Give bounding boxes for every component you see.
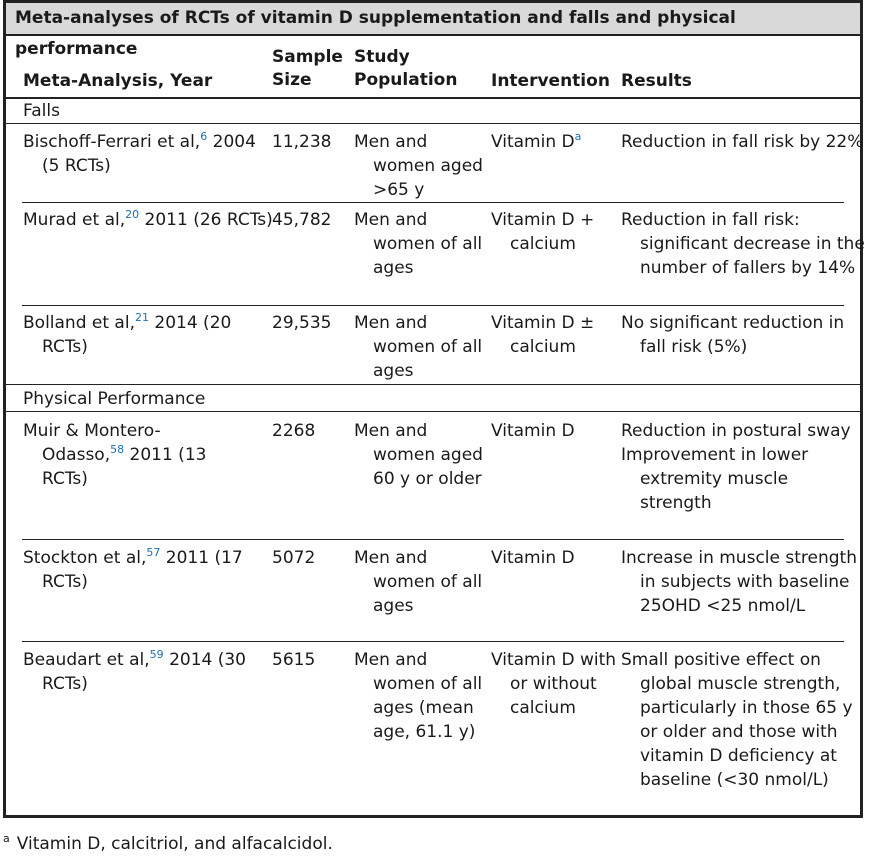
table-row-sample: 29,535 (272, 313, 332, 333)
table-row-population: Men and women of all ages (354, 313, 483, 381)
col-header-sample-l1: Sample (272, 47, 343, 67)
table-row-population: Men and women of all ages (mean age, 61.1 y) (354, 650, 483, 742)
col-header-sample-l2: Size (272, 70, 312, 90)
table-row-results: Reduction in fall risk: significant decrease in the number of fallers by 14% (621, 210, 865, 278)
col-header-results: Results (621, 71, 692, 91)
table-row-results (621, 419, 851, 515)
section-rule (6, 123, 860, 124)
table-row-study: Bolland et al,$^{21}$ 2014 (20 RCTs) (23, 311, 232, 357)
table-row-results: Increase in muscle strength in subjects with baseline 25OHD <25 nmol/L (621, 548, 857, 616)
reference-link[interactable]: 57 (146, 546, 161, 559)
table-row-intervention: Vitamin D with or without calcium (491, 650, 617, 718)
result-line: Improvement in lower extremity muscle strength (621, 445, 809, 513)
section-rule (6, 384, 860, 385)
reference-link[interactable]: 58 (110, 443, 125, 456)
table-row-population: Men and women of all ages (354, 210, 483, 278)
reference-link[interactable]: 20 (125, 208, 140, 221)
footnote-marker[interactable]: a (574, 130, 582, 143)
table-row-sample: 5072 (272, 548, 316, 568)
table-row-results: No significant reduction in fall risk (5%) (621, 313, 845, 357)
row-rule (22, 641, 844, 642)
footnote-marker: a (3, 832, 10, 845)
col-header-intervention: Intervention (491, 71, 610, 91)
table-row-sample: 45,782 (272, 210, 332, 230)
row-rule (22, 305, 844, 306)
row-rule (22, 202, 844, 203)
table-row-study: Bischoff-Ferrari et al,$^6$ 2004 (5 RCTs) (23, 130, 256, 176)
col-header-population (354, 46, 457, 92)
footnote-text: Vitamin D, calcitriol, and alfacalcidol. (16, 834, 333, 854)
table-row-results: Reduction in fall risk by 22% (621, 132, 864, 152)
col-header-meta-analysis: Meta-Analysis, Year (23, 71, 213, 91)
reference-link[interactable]: 21 (134, 311, 149, 324)
table-row-study: Beaudart et al,$^{59}$ 2014 (30 RCTs) (23, 648, 246, 694)
row-rule (22, 539, 844, 540)
table-row-population: Men and women aged 60 y or older (354, 421, 483, 489)
table-title: Meta-analyses of RCTs of vitamin D supplementation and falls and physical performance (6, 3, 860, 36)
table-frame (3, 0, 863, 818)
section-rule (6, 411, 860, 412)
table-row-sample: 5615 (272, 650, 316, 670)
result-line: Reduction in postural sway (621, 421, 851, 441)
table-row-population: Men and women aged >65 y (354, 132, 483, 200)
table-row-population: Men and women of all ages (354, 548, 483, 616)
col-header-population-l2: Population (354, 70, 458, 90)
table-row-study: Muir & Montero-Odasso,$^{58}$ 2011 (13 RCTs) (23, 421, 207, 489)
table-footnote (3, 833, 333, 855)
table-row-sample: 2268 (272, 421, 316, 441)
col-header-sample-size (272, 46, 343, 92)
reference-link[interactable]: 6 (200, 130, 208, 143)
table-row-results: Small positive effect on global muscle strength, particularly in those 65 y or older and those with vitamin D deficiency at baseline (<30 nmol/L) (621, 650, 853, 790)
section-physical-performance: Physical Performance (23, 389, 206, 409)
table-row-study: Murad et al,$^{20}$ 2011 (26 RCTs) (23, 208, 273, 230)
section-falls: Falls (23, 101, 60, 121)
table-row-study: Stockton et al,$^{57}$ 2011 (17 RCTs) (23, 546, 243, 592)
table-row-intervention: Vitamin D (491, 421, 575, 441)
table-row-sample: 11,238 (272, 132, 332, 152)
col-header-population-l1: Study (354, 47, 410, 67)
table-row-intervention: Vitamin D (491, 548, 575, 568)
header-rule (6, 97, 860, 99)
reference-link[interactable]: 59 (149, 648, 164, 661)
table-row-intervention: Vitamin D$^a$ (491, 130, 582, 152)
table-row-intervention: Vitamin D ± calcium (491, 313, 595, 357)
table-row-intervention: Vitamin D + calcium (491, 210, 595, 254)
